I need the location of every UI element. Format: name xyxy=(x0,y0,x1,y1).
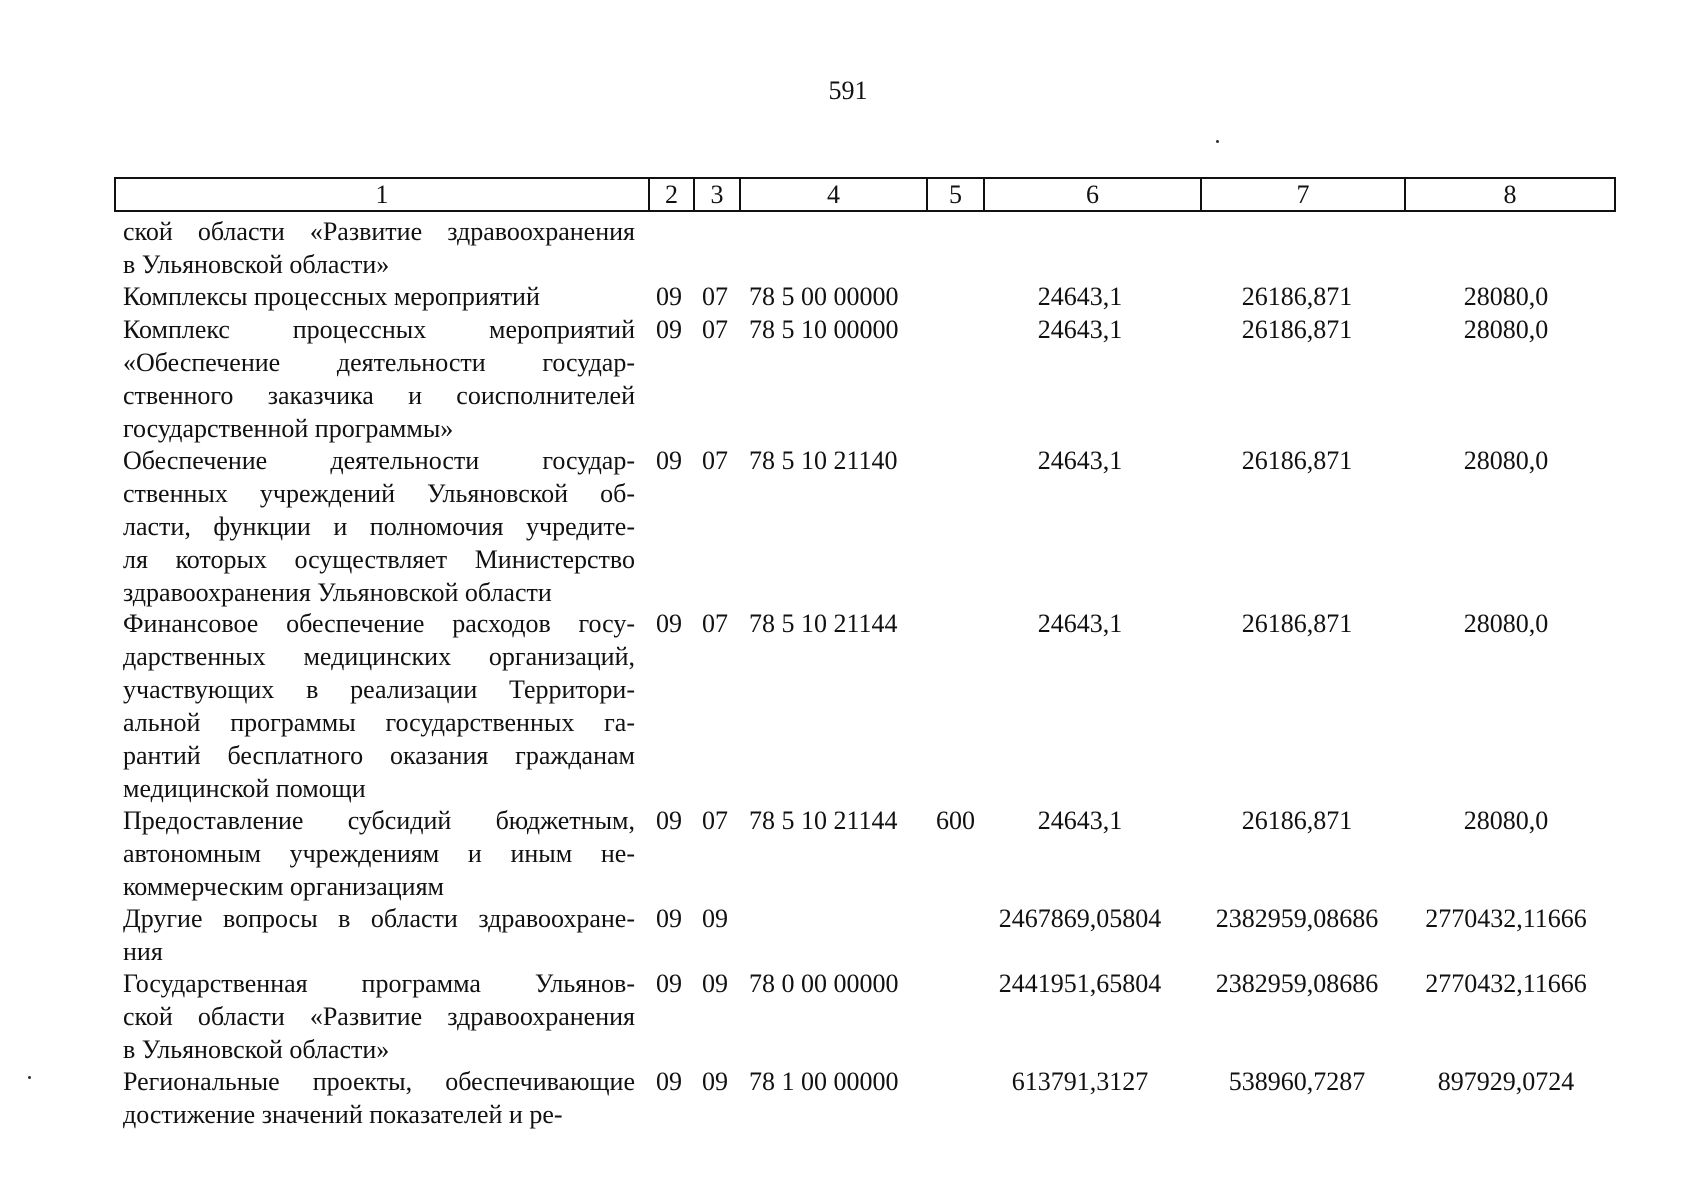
table-row xyxy=(0,967,1696,1065)
table-row xyxy=(0,804,1696,902)
cell-col-7: 26186,871 xyxy=(1241,805,1353,835)
row-description xyxy=(123,967,635,1066)
cell-col-6: 613791,3127 xyxy=(1011,1067,1149,1097)
cell-col-8: 897929,0724 xyxy=(1437,1067,1575,1097)
budget-table-body xyxy=(0,215,1696,1131)
description-line: Обеспечение деятельности государ- xyxy=(123,445,635,475)
cell-col-6: 24643,1 xyxy=(1037,282,1123,312)
description-line: в Ульяновской области» xyxy=(123,250,390,279)
cell-col-3: 09 xyxy=(702,903,728,933)
table-row xyxy=(0,1065,1696,1130)
cell-col-2: 09 xyxy=(656,445,682,475)
column-header-table xyxy=(114,177,1616,212)
table-row xyxy=(0,313,1696,444)
description-line: Предоставление субсидий бюджетным, xyxy=(123,805,635,835)
row-description xyxy=(123,804,635,903)
cell-col-4: 78 5 10 21144 xyxy=(749,609,898,639)
cell-col-7: 538960,7287 xyxy=(1228,1067,1366,1097)
cell-col-7: 2382959,08686 xyxy=(1215,903,1379,933)
description-line: в Ульяновской области» xyxy=(123,1035,390,1065)
row-description xyxy=(123,280,635,313)
cell-col-3: 07 xyxy=(702,282,728,312)
cell-col-7: 26186,871 xyxy=(1241,445,1353,475)
cell-col-3: 07 xyxy=(702,445,728,475)
cell-col-3: 07 xyxy=(702,805,728,835)
cell-col-6: 2441951,65804 xyxy=(998,969,1162,999)
description-line: «Обеспечение деятельности государ- xyxy=(123,348,635,378)
row-description xyxy=(123,1065,635,1131)
cell-col-2: 09 xyxy=(656,969,682,999)
description-line: ласти, функции и полномочия учредите- xyxy=(123,511,635,541)
table-row xyxy=(0,444,1696,608)
cell-col-8: 28080,0 xyxy=(1463,609,1549,639)
cell-col-5: 600 xyxy=(936,805,975,835)
cell-col-3: 09 xyxy=(702,1067,728,1097)
description-line: альной программы государственных га- xyxy=(123,708,635,738)
cell-col-8: 28080,0 xyxy=(1463,315,1549,345)
description-line: участвующих в реализации Территори- xyxy=(123,675,635,705)
description-line: ственного заказчика и соисполнителей xyxy=(123,381,635,411)
table-row xyxy=(0,280,1696,313)
description-line: коммерческим организациям xyxy=(123,871,445,901)
description-line: Финансовое обеспечение расходов госу- xyxy=(123,609,635,639)
cell-col-7: 26186,871 xyxy=(1241,282,1353,312)
cell-col-6: 2467869,05804 xyxy=(998,903,1162,933)
cell-col-3: 09 xyxy=(702,969,728,999)
description-line: ской области «Развитие здравоохранения xyxy=(123,217,635,246)
description-line: дарственных медицинских организаций, xyxy=(123,642,635,672)
row-description xyxy=(123,607,635,805)
table-row xyxy=(0,215,1696,280)
description-line: Комплексы процессных мероприятий xyxy=(123,282,540,312)
cell-col-8: 2770432,11666 xyxy=(1425,903,1587,933)
description-line: достижение значений показателей и ре- xyxy=(123,1100,563,1130)
description-line: ля которых осуществляет Министерство xyxy=(123,544,635,574)
row-description xyxy=(123,902,635,968)
cell-col-8: 28080,0 xyxy=(1463,445,1549,475)
description-line: Региональные проекты, обеспечивающие xyxy=(123,1067,635,1097)
description-line: ственных учреждений Ульяновской об- xyxy=(123,478,635,508)
column-header: 5 xyxy=(927,178,984,211)
cell-col-7: 26186,871 xyxy=(1241,609,1353,639)
row-description xyxy=(123,444,635,609)
description-line: Государственная программа Ульянов- xyxy=(123,969,635,999)
cell-col-8: 2770432,11666 xyxy=(1425,969,1587,999)
cell-col-6: 24643,1 xyxy=(1037,315,1123,345)
column-header: 3 xyxy=(694,178,740,211)
cell-col-3: 07 xyxy=(702,609,728,639)
column-header: 7 xyxy=(1201,178,1405,211)
cell-col-2: 09 xyxy=(656,805,682,835)
cell-col-6: 24643,1 xyxy=(1037,445,1123,475)
cell-col-3: 07 xyxy=(702,315,728,345)
cell-col-6: 24643,1 xyxy=(1037,805,1123,835)
column-header: 6 xyxy=(984,178,1201,211)
column-header: 4 xyxy=(740,178,927,211)
cell-col-8: 28080,0 xyxy=(1463,282,1549,312)
table-row xyxy=(0,902,1696,967)
cell-col-4: 78 1 00 00000 xyxy=(749,1067,899,1097)
cell-col-2: 09 xyxy=(656,903,682,933)
cell-col-2: 09 xyxy=(656,609,682,639)
cell-col-4: 78 5 10 21140 xyxy=(749,445,898,475)
cell-col-7: 2382959,08686 xyxy=(1215,969,1379,999)
cell-col-6: 24643,1 xyxy=(1037,609,1123,639)
cell-col-4: 78 5 10 21144 xyxy=(749,805,898,835)
description-line: Комплекс процессных мероприятий xyxy=(123,315,635,345)
row-description xyxy=(123,215,635,281)
description-line: здравоохранения Ульяновской области xyxy=(123,577,552,607)
description-line: рантий бесплатного оказания гражданам xyxy=(123,741,635,771)
column-header: 1 xyxy=(115,178,649,211)
description-line: ской области «Развитие здравоохранения xyxy=(123,1002,635,1032)
description-line: автономным учреждениям и иным не- xyxy=(123,838,635,868)
cell-col-4: 78 5 10 00000 xyxy=(749,315,899,345)
column-header: 2 xyxy=(649,178,694,211)
scan-speck xyxy=(1216,140,1219,143)
description-line: медицинской помощи xyxy=(123,774,366,804)
description-line: ния xyxy=(123,936,163,966)
row-description xyxy=(123,313,635,445)
cell-col-2: 09 xyxy=(656,282,682,312)
column-header: 8 xyxy=(1405,178,1615,211)
cell-col-7: 26186,871 xyxy=(1241,315,1353,345)
cell-col-4: 78 0 00 00000 xyxy=(749,969,899,999)
cell-col-8: 28080,0 xyxy=(1463,805,1549,835)
table-row xyxy=(0,607,1696,803)
description-line: государственной программы» xyxy=(123,414,454,444)
page-number: 591 xyxy=(828,76,868,105)
cell-col-2: 09 xyxy=(656,1067,682,1097)
description-line: Другие вопросы в области здравоохране- xyxy=(123,903,635,933)
cell-col-2: 09 xyxy=(656,315,682,345)
cell-col-4: 78 5 00 00000 xyxy=(749,282,899,312)
